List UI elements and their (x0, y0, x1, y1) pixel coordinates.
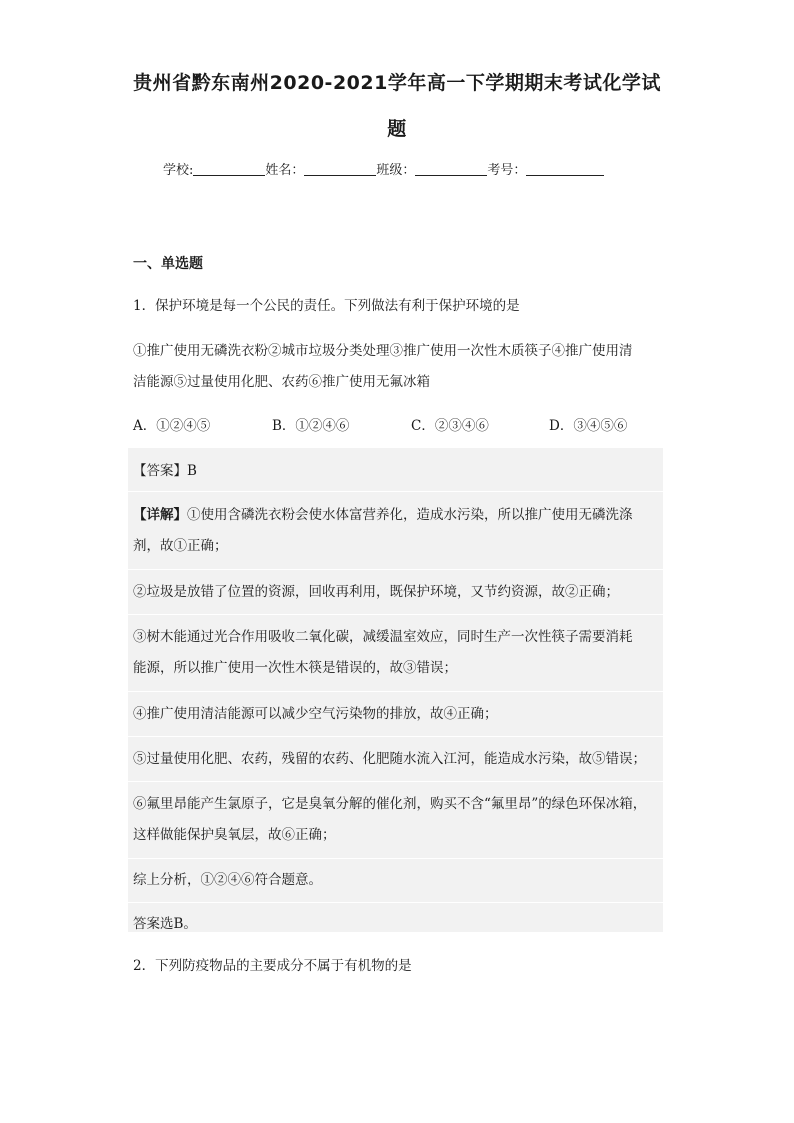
section-heading: 一、单选题 (133, 256, 203, 272)
detail-line-9: 这样做能保护臭氧层，故⑥正确； (133, 827, 336, 843)
question-1-items-line2: 洁能源⑤过量使用化肥、农药⑥推广使用无氟冰箱 (133, 374, 430, 390)
detail-line-1 (133, 503, 633, 523)
answer-line: 【答案】B (133, 463, 197, 479)
answer-explanation-box (128, 448, 663, 932)
detail-line-8: ⑥氟里昂能产生氯原子，它是臭氧分解的催化剂，购买不含“氟里昂”的绿色环保冰箱， (133, 796, 647, 812)
school-blank[interactable] (193, 162, 265, 176)
exam-number-blank[interactable] (526, 162, 604, 176)
option-a: A．①②④⑤ (133, 418, 211, 434)
school-label: 学校: (163, 163, 194, 178)
name-blank[interactable] (304, 162, 376, 176)
detail-line-6: ④推广使用清洁能源可以减少空气污染物的排放，故④正确； (133, 706, 498, 722)
divider (128, 569, 663, 570)
detail-line-7: ⑤过量使用化肥、农药，残留的农药、化肥随水流入江河，能造成水污染，故⑤错误； (133, 751, 646, 767)
detail-text-1: ①使用含磷洗衣粉会使水体富营养化，造成水污染，所以推广使用无磷洗涤 (187, 507, 633, 523)
exam-number-label: 考号： (487, 163, 527, 178)
document-title-line2: 题 (387, 118, 407, 140)
student-info-row (163, 159, 604, 178)
option-d: D．③④⑤⑥ (549, 418, 628, 434)
detail-line-11: 答案选B。 (133, 916, 197, 932)
divider (128, 781, 663, 782)
detail-line-5: 能源，所以推广使用一次性木筷是错误的，故③错误； (133, 660, 457, 676)
divider (128, 614, 663, 615)
divider (128, 491, 663, 492)
detail-label: 【详解】 (133, 507, 187, 523)
question-1-items-line1: ①推广使用无磷洗衣粉②城市垃圾分类处理③推广使用一次性木质筷子④推广使用清 (133, 343, 633, 359)
document-title-line1: 贵州省黔东南州2020-2021学年高一下学期期末考试化学试 (133, 72, 661, 94)
option-b: B．①②④⑥ (272, 418, 350, 434)
divider (128, 858, 663, 859)
divider (128, 902, 663, 903)
detail-line-3: ②垃圾是放错了位置的资源，回收再利用，既保护环境，又节约资源，故②正确； (133, 584, 619, 600)
class-blank[interactable] (415, 162, 487, 176)
divider (128, 691, 663, 692)
question-1-stem: 1．保护环境是每一个公民的责任。下列做法有利于保护环境的是 (133, 298, 520, 314)
detail-line-2: 剂，故①正确； (133, 538, 228, 554)
option-c: C．②③④⑥ (411, 418, 489, 434)
class-label: 班级： (376, 163, 416, 178)
detail-line-10: 综上分析，①②④⑥符合题意。 (133, 872, 322, 888)
divider (128, 736, 663, 737)
question-2-stem: 2．下列防疫物品的主要成分不属于有机物的是 (133, 958, 412, 974)
name-label: 姓名： (265, 163, 305, 178)
detail-line-4: ③树木能通过光合作用吸收二氧化碳，减缓温室效应，同时生产一次性筷子需要消耗 (133, 629, 633, 645)
